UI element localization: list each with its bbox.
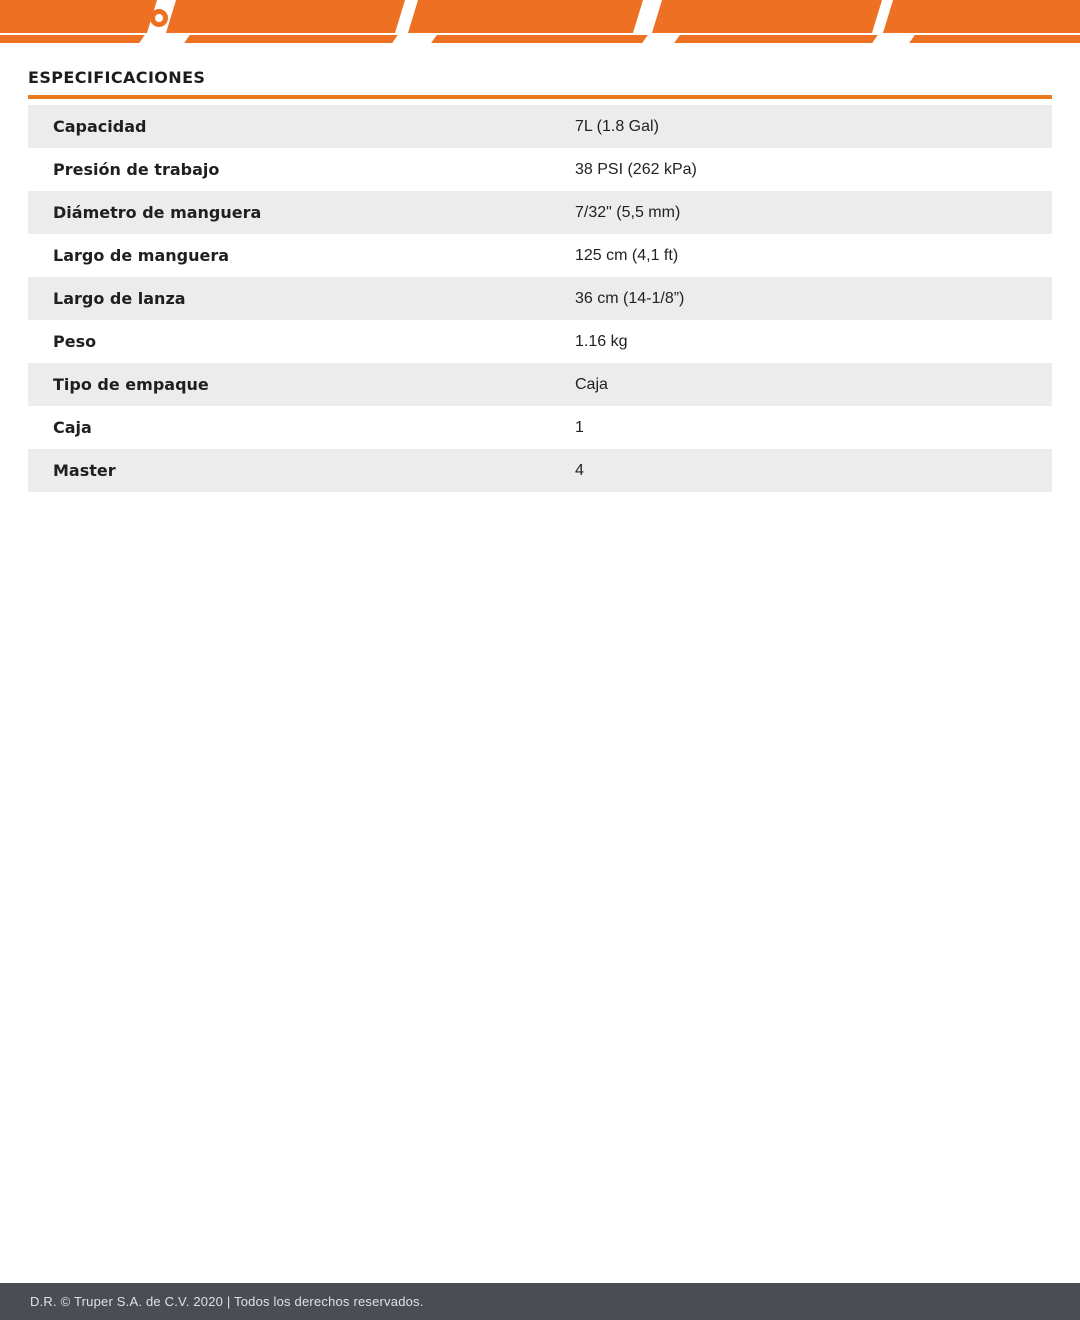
spec-label: Capacidad <box>53 117 147 136</box>
specs-table <box>28 105 1052 492</box>
spec-value: 4 <box>575 461 584 479</box>
banner-stripe-bottom <box>0 35 1080 43</box>
spec-label: Tipo de empaque <box>53 375 209 394</box>
spec-label: Caja <box>53 418 92 437</box>
spec-label: Diámetro de manguera <box>53 203 262 222</box>
page-title: ESPECIFICACIONES <box>28 68 206 87</box>
specifications-section <box>28 68 1052 492</box>
spec-value: 7L (1.8 Gal) <box>575 117 659 135</box>
spec-value: 125 cm (4,1 ft) <box>575 246 679 264</box>
table-row <box>28 363 1052 406</box>
table-row <box>28 320 1052 363</box>
spec-value: Caja <box>575 375 608 393</box>
spec-label: Peso <box>53 332 97 351</box>
spec-label: Master <box>53 461 116 480</box>
table-row <box>28 191 1052 234</box>
spec-value: 38 PSI (262 kPa) <box>575 160 697 178</box>
spec-label: Largo de manguera <box>53 246 230 265</box>
spec-value: 1 <box>575 418 584 436</box>
table-row <box>28 406 1052 449</box>
footer-bar <box>0 1283 1080 1320</box>
table-row <box>28 277 1052 320</box>
top-banner <box>0 0 1080 43</box>
spec-label: Largo de lanza <box>53 289 186 308</box>
spec-value: 36 cm (14-1/8”) <box>575 289 685 307</box>
spec-value: 7/32" (5,5 mm) <box>575 203 681 221</box>
spec-label: Presión de trabajo <box>53 160 220 179</box>
title-underline <box>28 95 1052 99</box>
table-row <box>28 105 1052 148</box>
copyright-text: D.R. © Truper S.A. de C.V. 2020 | Todos los derechos reservados. <box>30 1294 424 1309</box>
table-row <box>28 148 1052 191</box>
truper-ring-icon <box>150 9 168 27</box>
table-row <box>28 449 1052 492</box>
table-row <box>28 234 1052 277</box>
spec-value: 1.16 kg <box>575 332 628 350</box>
